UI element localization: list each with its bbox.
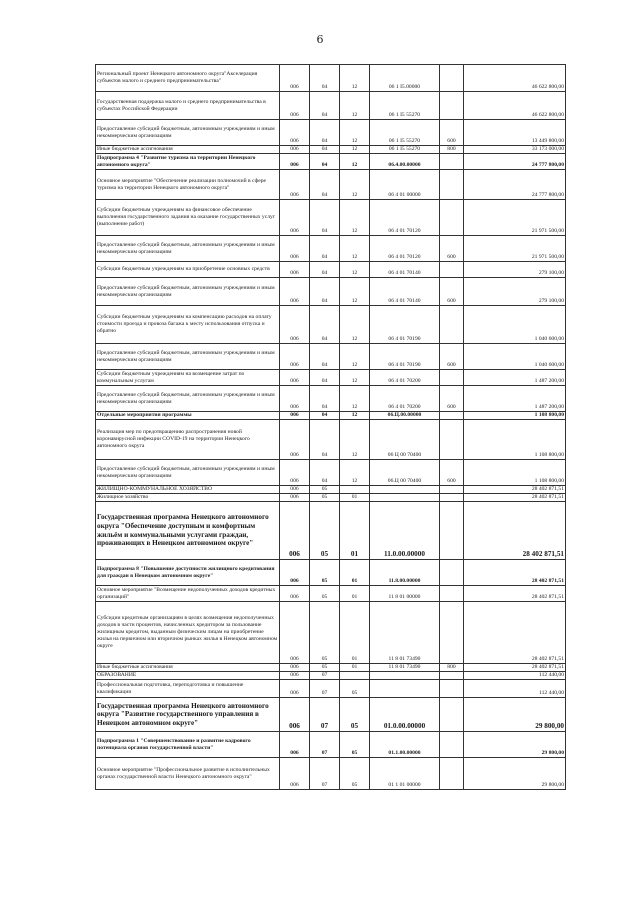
csr-cell: 06 4 01 70140 [370, 262, 440, 278]
row-name-cell: Государственная программа Ненецкого автономного округа "Обеспечение доступным и комфортным жильём и коммунальными услугами граждан, проживающих в Ненецком автономном округе" [96, 502, 280, 560]
rz-cell: 05 [310, 602, 340, 664]
table-row [96, 460, 566, 486]
row-name-cell: ЖИЛИЩНО-КОММУНАЛЬНОЕ ХОЗЯЙСТВО [96, 486, 280, 494]
sum-cell: 28 402 871,51 [464, 486, 566, 494]
csr-cell [370, 680, 440, 698]
row-name-cell: Отдельные мероприятия программы [96, 412, 280, 420]
csr-cell: 06 Ц 00 70400 [370, 420, 440, 460]
row-name-cell: Предоставление субсидий бюджетным, автономным учреждениям и иным некоммерческим организациям [96, 344, 280, 370]
csr-cell: 06 4 01 70200 [370, 370, 440, 386]
csr-cell: 11.8.00.00000 [370, 560, 440, 586]
pr-cell: 12 [340, 386, 370, 412]
table-row [96, 370, 566, 386]
vr-cell [440, 420, 464, 460]
ved-cell: 006 [280, 672, 310, 680]
csr-cell [370, 672, 440, 680]
table-row [96, 420, 566, 460]
vr-cell [440, 758, 464, 790]
csr-cell: 06 4 01 70120 [370, 236, 440, 262]
ved-cell: 006 [280, 278, 310, 306]
vr-cell [440, 486, 464, 494]
ved-cell: 006 [280, 732, 310, 758]
sum-cell: 21 971 500,00 [464, 200, 566, 236]
ved-cell: 006 [280, 146, 310, 154]
vr-cell: 600 [440, 344, 464, 370]
csr-cell: 06 4 01 70140 [370, 278, 440, 306]
row-name-cell: Иные бюджетные ассигнования [96, 664, 280, 672]
sum-cell: 28 402 871,51 [464, 502, 566, 560]
row-name-cell: Предоставление субсидий бюджетным, автономным учреждениям и иным некоммерческим организациям [96, 460, 280, 486]
vr-cell [440, 92, 464, 120]
ved-cell: 006 [280, 502, 310, 560]
pr-cell: 01 [340, 502, 370, 560]
csr-cell: 06 1 I5 55270 [370, 146, 440, 154]
table-row [96, 698, 566, 732]
sum-cell: 46 622 800,00 [464, 65, 566, 92]
pr-cell: 12 [340, 154, 370, 170]
ved-cell: 006 [280, 486, 310, 494]
ved-cell: 006 [280, 344, 310, 370]
rz-cell: 04 [310, 344, 340, 370]
sum-cell: 112 440,00 [464, 672, 566, 680]
rz-cell: 04 [310, 420, 340, 460]
sum-cell: 1 108 800,00 [464, 412, 566, 420]
sum-cell: 28 402 871,51 [464, 602, 566, 664]
row-name-cell: Предоставление субсидий бюджетным, автономным учреждениям и иным некоммерческим организациям [96, 386, 280, 412]
vr-cell [440, 502, 464, 560]
rz-cell: 04 [310, 236, 340, 262]
vr-cell: 800 [440, 146, 464, 154]
row-name-cell: Субсидии бюджетным учреждениям на возмещение затрат по коммунальным услугам [96, 370, 280, 386]
sum-cell: 21 971 500,00 [464, 236, 566, 262]
pr-cell: 05 [340, 698, 370, 732]
ved-cell: 006 [280, 92, 310, 120]
vr-cell [440, 65, 464, 92]
rz-cell: 07 [310, 698, 340, 732]
csr-cell [370, 486, 440, 494]
sum-cell: 1 487 200,00 [464, 386, 566, 412]
rz-cell: 05 [310, 586, 340, 602]
ved-cell: 006 [280, 154, 310, 170]
sum-cell: 1 040 600,00 [464, 344, 566, 370]
rz-cell: 04 [310, 370, 340, 386]
row-name-cell: Региональный проект Ненецкого автономного округа"Акселерация субъектов малого и среднего предпринимательства" [96, 65, 280, 92]
row-name-cell: Реализация мер по предотвращению распространения новой коронавирусной инфекции COVID-19 на территории Ненецкого автономного округа [96, 420, 280, 460]
row-name-cell: Субсидии бюджетным учреждениям на финансовое обеспечение выполнения государственного задания на оказание государственных услуг (выполнение работ) [96, 200, 280, 236]
rz-cell: 04 [310, 170, 340, 200]
rz-cell: 07 [310, 758, 340, 790]
table-row [96, 154, 566, 170]
rz-cell: 07 [310, 680, 340, 698]
csr-cell: 06 1 I5 55270 [370, 120, 440, 146]
row-name-cell: Основное мероприятие "Обеспечение реализации полномочий в сфере туризма на территории Ненецкого автономного округа" [96, 170, 280, 200]
row-name-cell: Государственная поддержка малого и среднего предпринимательства в субъектах Российской Федерации [96, 92, 280, 120]
ved-cell: 006 [280, 758, 310, 790]
row-name-cell: Подпрограмма 1 "Совершенствование и развитие кадрового потенциала органов государственной власти" [96, 732, 280, 758]
pr-cell: 12 [340, 370, 370, 386]
pr-cell [340, 672, 370, 680]
sum-cell: 28 402 871,51 [464, 586, 566, 602]
table-row [96, 386, 566, 412]
vr-cell: 600 [440, 236, 464, 262]
pr-cell: 01 [340, 602, 370, 664]
table-row [96, 732, 566, 758]
sum-cell: 28 402 871,51 [464, 494, 566, 502]
table-row [96, 586, 566, 602]
vr-cell [440, 306, 464, 344]
rz-cell: 04 [310, 262, 340, 278]
pr-cell: 12 [340, 65, 370, 92]
row-name-cell: Государственная программа Ненецкого автономного округа "Развитие государственного управления в Ненецком автономном округе" [96, 698, 280, 732]
rz-cell: 04 [310, 306, 340, 344]
row-name-cell: Предоставление субсидий бюджетным, автономным учреждениям и иным некоммерческим организациям [96, 120, 280, 146]
csr-cell: 06 1 I5.00000 [370, 65, 440, 92]
ved-cell: 006 [280, 120, 310, 146]
pr-cell: 05 [340, 758, 370, 790]
ved-cell: 006 [280, 420, 310, 460]
sum-cell: 1 108 800,00 [464, 420, 566, 460]
row-name-cell: Иные бюджетные ассигнования [96, 146, 280, 154]
pr-cell: 12 [340, 460, 370, 486]
ved-cell: 006 [280, 560, 310, 586]
rz-cell: 04 [310, 146, 340, 154]
table-row [96, 120, 566, 146]
table-row [96, 306, 566, 344]
pr-cell: 01 [340, 560, 370, 586]
ved-cell: 006 [280, 664, 310, 672]
table-row [96, 680, 566, 698]
row-name-cell: Субсидии бюджетным учреждениям на компенсацию расходов на оплату стоимости проезда и провоза багажа к месту использования отпуска и обратно [96, 306, 280, 344]
budget-table [95, 64, 566, 790]
csr-cell: 11 8 01 73490 [370, 664, 440, 672]
rz-cell: 05 [310, 560, 340, 586]
row-name-cell: Субсидии бюджетным учреждениям на приобретение основных средств [96, 262, 280, 278]
table-row [96, 758, 566, 790]
vr-cell: 800 [440, 664, 464, 672]
vr-cell: 600 [440, 120, 464, 146]
sum-cell: 13 449 800,00 [464, 120, 566, 146]
ved-cell: 006 [280, 386, 310, 412]
table-row [96, 278, 566, 306]
table-row [96, 200, 566, 236]
table-row [96, 344, 566, 370]
rz-cell: 04 [310, 386, 340, 412]
row-name-cell: Профессиональная подготовка, переподготовка и повышение квалификации [96, 680, 280, 698]
sum-cell: 24 777 800,00 [464, 154, 566, 170]
csr-cell: 06.Ц 00 70400 [370, 460, 440, 486]
pr-cell: 01 [340, 664, 370, 672]
csr-cell: 06 4 01 70200 [370, 386, 440, 412]
row-name-cell: Основное мероприятие "Возмещение недополученных доходов кредитных организаций" [96, 586, 280, 602]
ved-cell: 006 [280, 586, 310, 602]
sum-cell: 28 402 871,51 [464, 664, 566, 672]
sum-cell: 1 487 200,00 [464, 370, 566, 386]
ved-cell: 006 [280, 460, 310, 486]
csr-cell: 06 4 01 00000 [370, 170, 440, 200]
sum-cell: 279 100,00 [464, 262, 566, 278]
csr-cell: 06 4 01 70190 [370, 344, 440, 370]
csr-cell: 06 4 01 70120 [370, 200, 440, 236]
budget-table-body [96, 65, 566, 790]
row-name-cell: Подпрограмма 4 "Развитие туризма на территории Ненецкого автономного округа" [96, 154, 280, 170]
table-row [96, 146, 566, 154]
row-name-cell: Предоставление субсидий бюджетным, автономным учреждениям и иным некоммерческим организациям [96, 236, 280, 262]
pr-cell: 12 [340, 236, 370, 262]
csr-cell [370, 494, 440, 502]
csr-cell: 06.4.00.00000 [370, 154, 440, 170]
sum-cell: 29 800,00 [464, 732, 566, 758]
vr-cell: 600 [440, 278, 464, 306]
ved-cell: 006 [280, 602, 310, 664]
rz-cell: 04 [310, 65, 340, 92]
ved-cell: 006 [280, 306, 310, 344]
csr-cell: 11.0.00.00000 [370, 502, 440, 560]
pr-cell: 12 [340, 146, 370, 154]
vr-cell [440, 732, 464, 758]
vr-cell [440, 586, 464, 602]
table-row [96, 486, 566, 494]
sum-cell: 29 800,00 [464, 698, 566, 732]
sum-cell: 279 100,00 [464, 278, 566, 306]
pr-cell: 12 [340, 262, 370, 278]
rz-cell: 04 [310, 120, 340, 146]
table-row [96, 262, 566, 278]
sum-cell: 112 440,00 [464, 680, 566, 698]
row-name-cell: ОБРАЗОВАНИЕ [96, 672, 280, 680]
pr-cell: 12 [340, 120, 370, 146]
pr-cell: 12 [340, 420, 370, 460]
csr-cell: 06 4 01 70190 [370, 306, 440, 344]
table-row [96, 65, 566, 92]
rz-cell: 05 [310, 494, 340, 502]
table-row [96, 92, 566, 120]
vr-cell [440, 680, 464, 698]
pr-cell: 01 [340, 586, 370, 602]
vr-cell [440, 698, 464, 732]
vr-cell [440, 494, 464, 502]
pr-cell: 05 [340, 732, 370, 758]
table-row [96, 672, 566, 680]
rz-cell: 04 [310, 154, 340, 170]
pr-cell [340, 486, 370, 494]
rz-cell: 05 [310, 486, 340, 494]
ved-cell: 006 [280, 65, 310, 92]
vr-cell: 600 [440, 460, 464, 486]
vr-cell [440, 370, 464, 386]
csr-cell: 06.Ц.00.00000 [370, 412, 440, 420]
row-name-cell: Основное мероприятие "Профессиональное развитие в исполнительных органах государственной власти Ненецкого автономного округа" [96, 758, 280, 790]
csr-cell: 11 8 01 73490 [370, 602, 440, 664]
page-number: 6 [316, 33, 324, 46]
table-row [96, 170, 566, 200]
pr-cell: 12 [340, 92, 370, 120]
ved-cell: 006 [280, 236, 310, 262]
ved-cell: 006 [280, 698, 310, 732]
table-row [96, 412, 566, 420]
vr-cell [440, 560, 464, 586]
pr-cell: 05 [340, 680, 370, 698]
sum-cell: 1 040 600,00 [464, 306, 566, 344]
vr-cell [440, 154, 464, 170]
vr-cell [440, 412, 464, 420]
vr-cell [440, 602, 464, 664]
sum-cell: 29 800,00 [464, 758, 566, 790]
pr-cell: 12 [340, 170, 370, 200]
ved-cell: 006 [280, 262, 310, 278]
csr-cell: 01.1.00.00000 [370, 732, 440, 758]
table-row [96, 664, 566, 672]
ved-cell: 006 [280, 200, 310, 236]
csr-cell: 06 1 I5 55270 [370, 92, 440, 120]
pr-cell: 12 [340, 412, 370, 420]
sum-cell: 33 173 000,00 [464, 146, 566, 154]
rz-cell: 04 [310, 278, 340, 306]
ved-cell: 006 [280, 412, 310, 420]
rz-cell: 07 [310, 672, 340, 680]
rz-cell: 04 [310, 412, 340, 420]
vr-cell [440, 672, 464, 680]
sum-cell: 1 108 800,00 [464, 460, 566, 486]
ved-cell: 006 [280, 494, 310, 502]
pr-cell: 12 [340, 344, 370, 370]
sum-cell: 28 402 871,51 [464, 560, 566, 586]
rz-cell: 05 [310, 502, 340, 560]
table-row [96, 502, 566, 560]
rz-cell: 04 [310, 92, 340, 120]
ved-cell: 006 [280, 680, 310, 698]
csr-cell: 11 8 01 00000 [370, 586, 440, 602]
csr-cell: 01 1 01 00000 [370, 758, 440, 790]
row-name-cell: Субсидии кредитным организациям в целях возмещения недополученных доходов в части процентов, начисленных кредитором за пользование жилищным кредитом, выданным физическим лицам на приобретение жилья на первичном или вторичном рынках жилья в Ненецком автономном округе [96, 602, 280, 664]
table-row [96, 494, 566, 502]
ved-cell: 006 [280, 170, 310, 200]
vr-cell [440, 200, 464, 236]
vr-cell [440, 262, 464, 278]
table-row [96, 560, 566, 586]
csr-cell: 01.0.00.00000 [370, 698, 440, 732]
pr-cell: 01 [340, 494, 370, 502]
pr-cell: 12 [340, 278, 370, 306]
rz-cell: 04 [310, 460, 340, 486]
rz-cell: 07 [310, 732, 340, 758]
table-row [96, 602, 566, 664]
ved-cell: 006 [280, 370, 310, 386]
table-row [96, 236, 566, 262]
row-name-cell: Подпрограмма 8 "Повышение доступности жилищного кредитования для граждан в Ненецком автономном округе" [96, 560, 280, 586]
rz-cell: 05 [310, 664, 340, 672]
pr-cell: 12 [340, 200, 370, 236]
row-name-cell: Жилищное хозяйство [96, 494, 280, 502]
sum-cell: 24 777 800,00 [464, 170, 566, 200]
rz-cell: 04 [310, 200, 340, 236]
row-name-cell: Предоставление субсидий бюджетным, автономным учреждениям и иным некоммерческим организациям [96, 278, 280, 306]
sum-cell: 46 622 800,00 [464, 92, 566, 120]
vr-cell [440, 170, 464, 200]
pr-cell: 12 [340, 306, 370, 344]
vr-cell: 600 [440, 386, 464, 412]
